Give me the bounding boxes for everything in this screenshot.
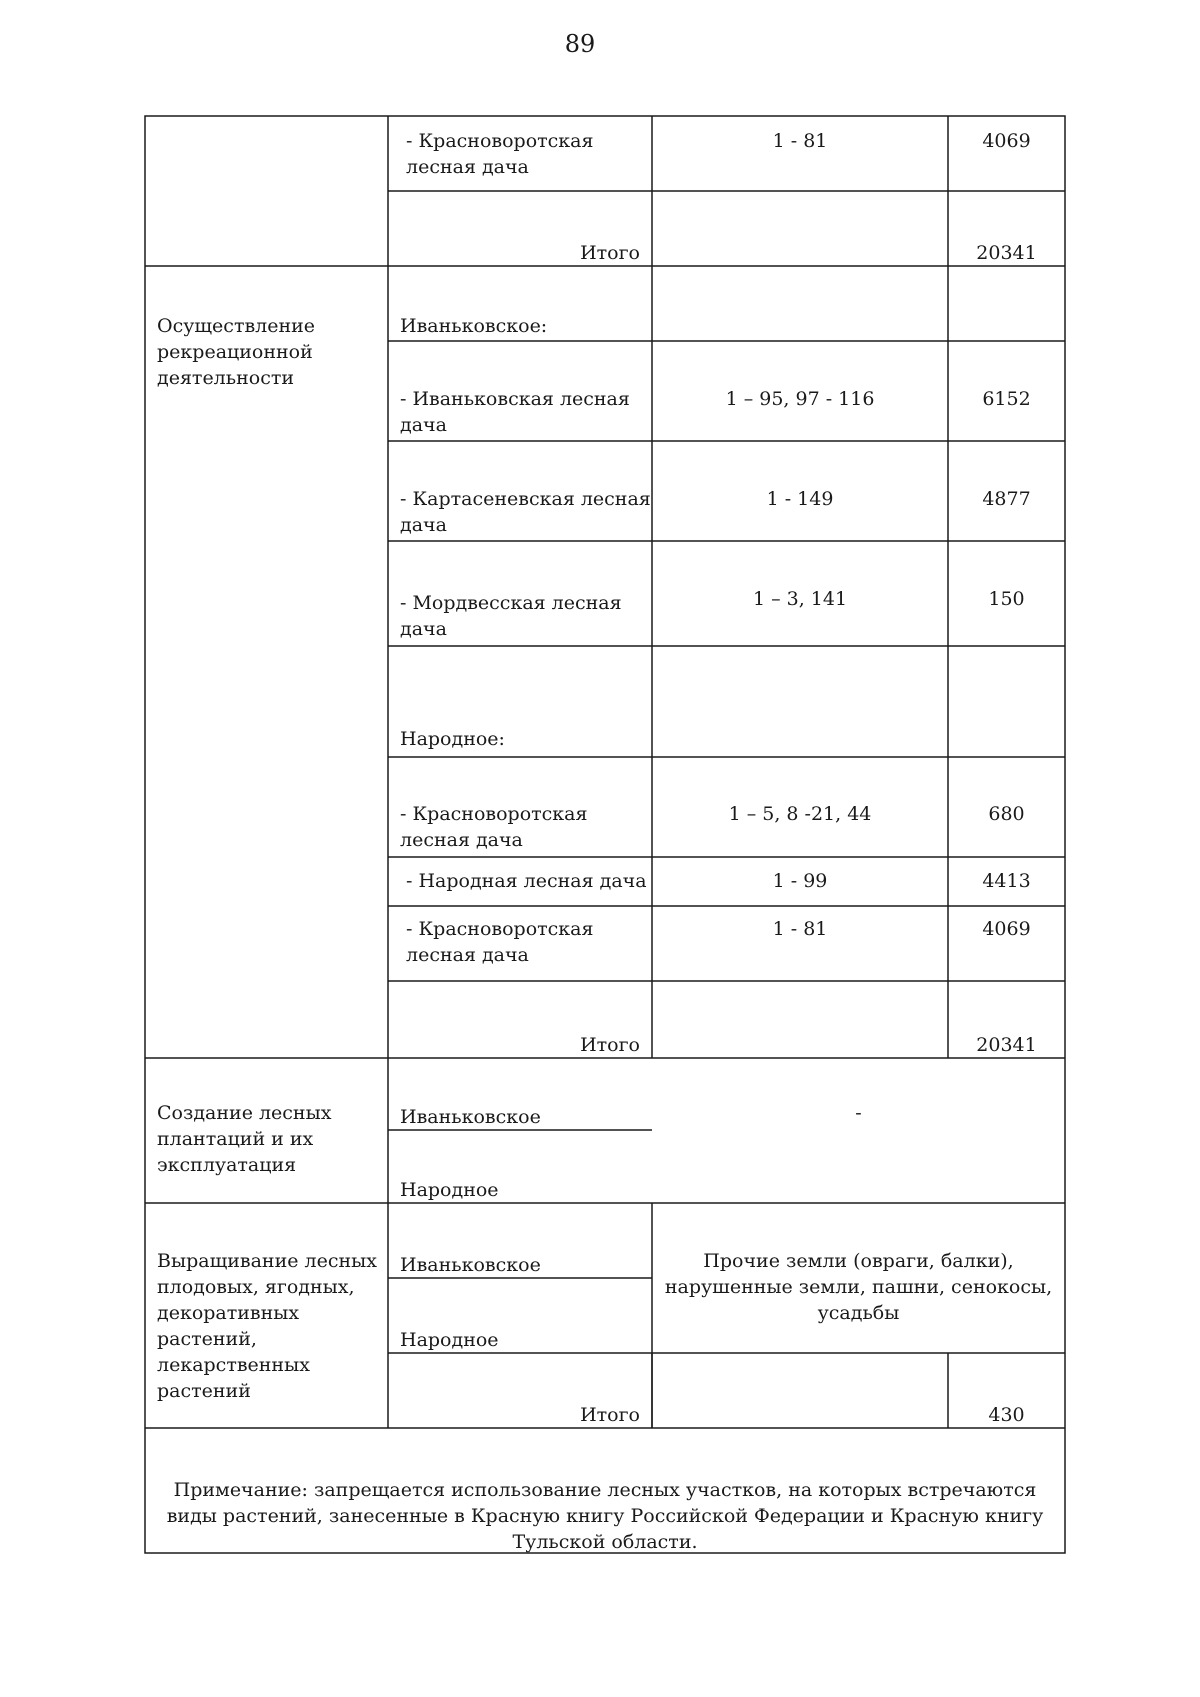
quarters-cell: 1 - 81 <box>772 918 828 940</box>
activity-recreation: Осуществление рекреационной деятельности <box>157 315 316 389</box>
forestry-ivankovskoe: Иваньковское <box>400 1254 541 1276</box>
forestry-narodnoe: Народное <box>400 1329 499 1351</box>
forestry-narodnoe: Народное <box>400 1179 499 1201</box>
table-note: Примечание: запрещается использование лесных участков, на которых встречаются виды растений, занесенные в Красную книгу Российской Федерации и Красную книгу Тульской области. <box>166 1479 1044 1553</box>
forestry-ivankovskoe: Иваньковское <box>400 1106 541 1128</box>
page-number: 89 <box>564 30 596 58</box>
activity-growing-plants: Выращивание лесных плодовых, ягодных, декоративных растений, лекарственных растений <box>157 1250 377 1402</box>
forest-name-cell: - Красноворотская лесная дача <box>400 803 588 851</box>
quarters-cell: 1 – 5, 8 -21, 44 <box>728 803 872 825</box>
quarters-cell: 1 - 149 <box>766 488 834 510</box>
total-label: Итого <box>580 242 640 264</box>
quarters-cell: 1 - 99 <box>772 870 828 892</box>
total-label: Итого <box>580 1404 640 1426</box>
quarters-cell: 1 – 95, 97 - 116 <box>725 388 875 410</box>
area-cell: 4877 <box>982 488 1031 510</box>
forest-name-cell: - Красноворотская лесная дача <box>406 130 594 178</box>
total-area: 430 <box>988 1404 1025 1426</box>
quarters-cell: 1 - 81 <box>772 130 828 152</box>
area-cell: 680 <box>988 803 1025 825</box>
total-label: Итого <box>580 1034 640 1056</box>
forestry-narodnoe: Народное: <box>400 728 505 750</box>
area-cell: 6152 <box>982 388 1031 410</box>
area-cell: 4069 <box>982 130 1031 152</box>
forest-name-cell: - Красноворотская лесная дача <box>406 918 594 966</box>
forest-name-cell: - Иваньковская лесная дача <box>400 388 630 436</box>
area-cell: 150 <box>988 588 1025 610</box>
quarters-cell: 1 – 3, 141 <box>752 588 848 610</box>
total-area: 20341 <box>976 242 1037 264</box>
area-cell: 4069 <box>982 918 1031 940</box>
forestry-ivankovskoe: Иваньковское: <box>400 315 548 337</box>
activity-plantations: Создание лесных плантаций и их эксплуатация <box>157 1102 332 1176</box>
area-cell: 4413 <box>982 870 1031 892</box>
forest-name-cell: - Картасеневская лесная дача <box>400 488 651 536</box>
other-lands-text: Прочие земли (овраги, балки), нарушенные земли, пашни, сенокосы, усадьбы <box>664 1250 1053 1324</box>
forest-name-cell: - Мордвесская лесная дача <box>400 592 622 640</box>
total-area: 20341 <box>976 1034 1037 1056</box>
plantations-value: - <box>855 1102 862 1124</box>
forest-name-cell: - Народная лесная дача <box>406 870 647 892</box>
